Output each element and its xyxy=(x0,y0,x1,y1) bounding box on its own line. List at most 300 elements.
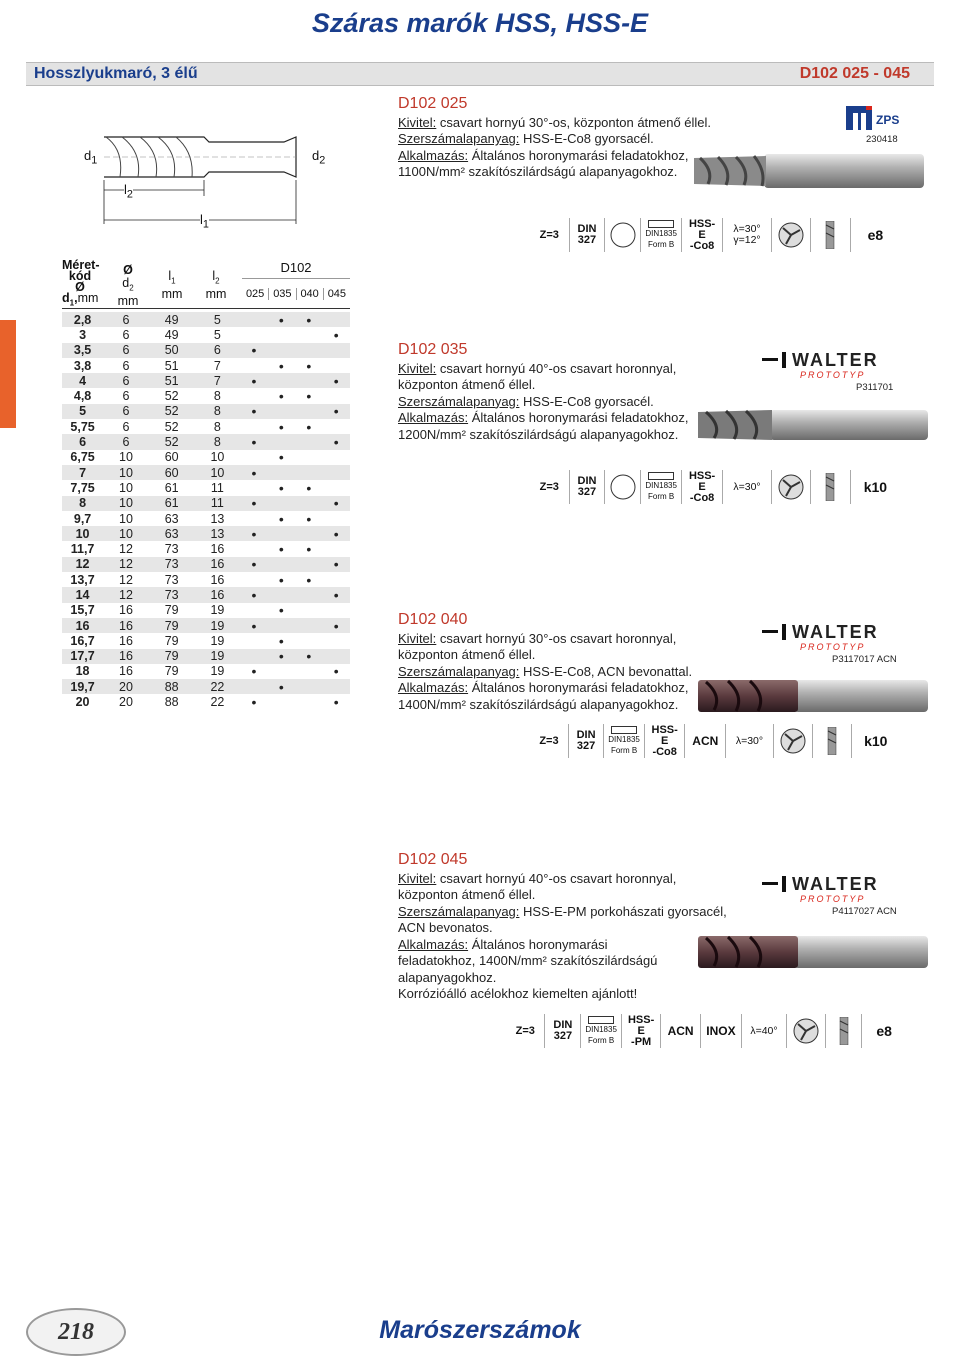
cell-d2: 6 xyxy=(122,389,130,404)
cell-d1: 4 xyxy=(62,373,103,388)
availability-cell-045 xyxy=(323,327,350,342)
cell-l2: 6 xyxy=(195,343,241,358)
availability-cell-040 xyxy=(295,480,322,495)
cell-d2: 6 xyxy=(122,327,130,342)
table-row xyxy=(62,373,350,388)
cell-l2: 8 xyxy=(213,419,221,434)
availability-dot-icon: • xyxy=(333,556,339,573)
availability-cell-040 xyxy=(295,419,322,434)
cell-d1: 7 xyxy=(62,465,103,480)
availability-cell-025 xyxy=(240,480,267,495)
cell-l2: 19 xyxy=(195,618,241,633)
availability-cell-040 xyxy=(295,511,322,526)
flute-section-icon xyxy=(771,470,811,504)
shank-form-icon: DIN1835 Form B xyxy=(603,724,644,758)
availability-cell-035 xyxy=(268,450,295,465)
end-mill-photo-icon xyxy=(698,928,928,976)
icon-strip-035: Z=3 DIN 327 DIN1835 Form B HSS-E -Co8 λ=30° k10 xyxy=(530,470,900,504)
cell-l1: 88 xyxy=(149,679,195,694)
availability-cell-035 xyxy=(268,343,295,358)
circle-icon xyxy=(604,470,640,504)
cell-d2: 16 xyxy=(119,633,133,648)
availability-cell-045 xyxy=(323,388,350,403)
availability-cell-025 xyxy=(240,664,267,679)
cell-d1: 11,7 xyxy=(70,542,95,557)
end-mill-drawing-icon xyxy=(84,92,364,242)
end-mill-photo-icon xyxy=(698,402,928,448)
availability-cell-035 xyxy=(268,496,295,511)
product-040-desc: D102 040 Kivitel: csavart hornyú 30°-os csavart horonnyal, központon átmenő éllel. Szerszámalapanyag: HSS-E-Co8, ACN bevonattal. Alkalmazás: Általános horonymarási feladatokhoz, 1400N/mm² szakítószilárdságú alapanyagokhoz. xyxy=(398,612,728,713)
availability-cell-025 xyxy=(240,388,267,403)
availability-dot-icon: • xyxy=(333,586,339,603)
table-header-l2: $l_2$ mm xyxy=(205,269,227,301)
cell-l1: 73 xyxy=(164,542,179,557)
table-row xyxy=(62,633,350,648)
cell-d1: 5 xyxy=(62,404,103,419)
availability-dot-icon: • xyxy=(251,556,257,573)
cell-d2: 10 xyxy=(119,511,133,526)
availability-cell-040 xyxy=(295,404,322,419)
table-rule xyxy=(62,308,350,309)
flute-section-icon xyxy=(786,1014,825,1048)
product-045-code: D102 045 xyxy=(398,851,468,868)
availability-cell-035 xyxy=(268,327,295,342)
availability-cell-035 xyxy=(268,388,295,403)
table-row xyxy=(62,327,350,342)
table-variant-headers xyxy=(242,288,350,300)
availability-cell-025 xyxy=(240,404,267,419)
availability-cell-045 xyxy=(323,404,350,419)
cell-d2: 10 xyxy=(103,465,149,480)
cell-d1: 13,7 xyxy=(70,572,95,587)
cell-l2: 16 xyxy=(195,557,241,572)
availability-cell-045 xyxy=(323,419,350,434)
cell-l2: 8 xyxy=(195,434,241,449)
table-row xyxy=(62,541,350,556)
table-row xyxy=(62,388,350,403)
availability-cell-045 xyxy=(323,373,350,388)
availability-cell-025 xyxy=(240,541,267,556)
availability-dot-icon: • xyxy=(278,648,284,665)
availability-cell-040 xyxy=(295,358,322,373)
availability-cell-045 xyxy=(323,557,350,572)
availability-dot-icon: • xyxy=(278,510,284,527)
table-row xyxy=(62,358,350,373)
footer-title: Marószerszámok xyxy=(379,1316,581,1344)
table-row xyxy=(62,679,350,694)
availability-dot-icon: • xyxy=(278,571,284,588)
icon-strip-045: Z=3 DIN 327 DIN1835 Form B HSS-E -PM ACN INOX λ=40° e8 xyxy=(506,1014,906,1048)
availability-cell-040 xyxy=(295,694,322,709)
availability-dot-icon: • xyxy=(306,648,312,665)
cell-l2: 19 xyxy=(210,603,225,618)
availability-dot-icon: • xyxy=(251,694,257,711)
cell-d2: 10 xyxy=(119,450,133,465)
cell-l2: 13 xyxy=(210,511,225,526)
product-image-045 xyxy=(698,928,928,976)
cell-d2: 6 xyxy=(122,419,130,434)
availability-dot-icon: • xyxy=(278,602,284,619)
product-035-code: D102 035 xyxy=(398,341,468,358)
cell-l1: 61 xyxy=(149,496,195,511)
size-table xyxy=(62,312,350,710)
cell-d1: 8 xyxy=(62,496,103,511)
availability-cell-045 xyxy=(323,465,350,480)
availability-cell-025 xyxy=(240,633,267,648)
variant-045: 045 xyxy=(323,288,350,300)
section-bar xyxy=(26,62,934,86)
availability-cell-025 xyxy=(240,434,267,449)
availability-cell-025 xyxy=(240,327,267,342)
table-row xyxy=(62,480,350,495)
availability-dot-icon: • xyxy=(278,357,284,374)
availability-dot-icon: • xyxy=(251,464,257,481)
cell-l2: 16 xyxy=(195,587,241,602)
cell-d1: 4,8 xyxy=(73,389,92,404)
cell-l1: 51 xyxy=(164,358,179,373)
table-row xyxy=(62,511,350,526)
cell-l1: 73 xyxy=(149,587,195,602)
cell-d2: 16 xyxy=(119,603,133,618)
availability-cell-025 xyxy=(240,679,267,694)
availability-dot-icon: • xyxy=(333,694,339,711)
availability-cell-045 xyxy=(323,664,350,679)
end-mill-mini-icon xyxy=(812,724,851,758)
availability-cell-025 xyxy=(240,618,267,633)
availability-dot-icon: • xyxy=(306,357,312,374)
dim-l1: $l_1$ xyxy=(200,212,209,231)
availability-cell-035 xyxy=(268,511,295,526)
cell-d1: 17,7 xyxy=(62,649,103,664)
icon-strip-040: Z=3 DIN 327 DIN1835 Form B HSS-E -Co8 ACN λ=30° k10 xyxy=(530,724,900,758)
table-row xyxy=(62,557,350,572)
availability-dot-icon: • xyxy=(333,525,339,542)
shank-form-icon: DIN1835 Form B xyxy=(640,218,681,252)
availability-cell-045 xyxy=(323,603,350,618)
availability-cell-035 xyxy=(268,649,295,664)
cell-l2: 5 xyxy=(213,327,221,342)
availability-cell-025 xyxy=(240,587,267,602)
cell-d1: 16,7 xyxy=(70,633,95,648)
section-range: D102 025 - 045 xyxy=(799,65,910,82)
cell-d2: 16 xyxy=(103,649,149,664)
table-row xyxy=(62,419,350,434)
zps-logo: ZPS xyxy=(846,104,902,134)
table-row xyxy=(62,312,350,327)
availability-cell-035 xyxy=(268,526,295,541)
circle-icon xyxy=(604,218,640,252)
availability-cell-045 xyxy=(323,649,350,664)
table-header-d2: Ø $d_2$ mm xyxy=(117,263,139,308)
table-row xyxy=(62,618,350,633)
walter-logo-040: WALTER PROTOTYP xyxy=(762,624,902,660)
cell-l1: 50 xyxy=(149,343,195,358)
cell-d2: 12 xyxy=(103,587,149,602)
table-header-l1: $l_1$ mm xyxy=(161,269,183,301)
variant-025: 025 xyxy=(245,288,265,300)
cell-l1: 60 xyxy=(164,450,179,465)
table-header-d102: D102 xyxy=(242,260,350,279)
cell-d2: 12 xyxy=(119,572,133,587)
availability-cell-040 xyxy=(295,572,322,587)
availability-dot-icon: • xyxy=(306,571,312,588)
cell-l2: 7 xyxy=(195,373,241,388)
availability-cell-035 xyxy=(268,679,295,694)
cell-l1: 51 xyxy=(149,373,195,388)
availability-cell-035 xyxy=(268,312,295,327)
availability-cell-045 xyxy=(323,618,350,633)
availability-dot-icon: • xyxy=(278,479,284,496)
availability-cell-040 xyxy=(295,312,322,327)
cell-d1: 16 xyxy=(62,618,103,633)
availability-cell-040 xyxy=(295,465,322,480)
availability-dot-icon: • xyxy=(251,434,257,451)
end-mill-mini-icon xyxy=(810,470,850,504)
availability-cell-025 xyxy=(240,358,267,373)
availability-cell-045 xyxy=(323,358,350,373)
availability-cell-045 xyxy=(323,587,350,602)
product-025-desc: D102 025 Kivitel: csavart hornyú 30°-os, központon átmenő éllel. Szerszámalapanyag: HSS-E-Co8 gyorsacél. Alkalmazás: Általános horonymarási feladatokhoz, 1100N/mm² szakítószilárdságú alapanyagokhoz. xyxy=(398,96,818,181)
cell-d1: 15,7 xyxy=(70,603,95,618)
walter-logo-035: WALTER PROTOTYP xyxy=(762,352,902,388)
dim-d2: $d_2$ xyxy=(312,148,326,167)
cell-l2: 8 xyxy=(213,389,221,404)
cell-d2: 6 xyxy=(103,434,149,449)
cell-l1: 63 xyxy=(164,511,179,526)
cell-l2: 11 xyxy=(195,496,241,511)
availability-dot-icon: • xyxy=(306,418,312,435)
availability-dot-icon: • xyxy=(333,403,339,420)
cell-d2: 20 xyxy=(103,679,149,694)
availability-dot-icon: • xyxy=(278,541,284,558)
table-row xyxy=(62,587,350,602)
availability-cell-045 xyxy=(323,511,350,526)
cell-l1: 88 xyxy=(164,695,179,710)
availability-dot-icon: • xyxy=(333,372,339,389)
cell-l1: 52 xyxy=(149,434,195,449)
availability-cell-040 xyxy=(295,649,322,664)
ref-035: P311701 xyxy=(856,382,894,393)
cell-l1: 52 xyxy=(149,404,195,419)
availability-cell-045 xyxy=(323,480,350,495)
cell-l2: 10 xyxy=(195,465,241,480)
availability-dot-icon: • xyxy=(278,449,284,466)
end-mill-photo-icon xyxy=(698,672,928,720)
cell-l2: 22 xyxy=(210,695,225,710)
cell-d1: 19,7 xyxy=(62,679,103,694)
availability-cell-045 xyxy=(323,572,350,587)
variant-040: 040 xyxy=(296,288,323,300)
availability-dot-icon: • xyxy=(251,617,257,634)
availability-cell-025 xyxy=(240,511,267,526)
table-row xyxy=(62,526,350,541)
flute-section-icon xyxy=(773,724,812,758)
page-title: Száras marók HSS, HSS-E xyxy=(311,8,649,38)
availability-cell-035 xyxy=(268,419,295,434)
availability-cell-045 xyxy=(323,694,350,709)
page-number: 218 xyxy=(26,1308,126,1356)
availability-dot-icon: • xyxy=(278,418,284,435)
availability-dot-icon: • xyxy=(306,510,312,527)
availability-cell-025 xyxy=(240,496,267,511)
cell-d1: 20 xyxy=(75,695,90,710)
cell-l2: 11 xyxy=(210,480,224,495)
cell-d1: 9,7 xyxy=(73,511,92,526)
availability-dot-icon: • xyxy=(251,372,257,389)
cell-d2: 6 xyxy=(122,358,130,373)
cell-l2: 19 xyxy=(210,664,225,679)
cell-l1: 49 xyxy=(164,327,179,342)
availability-cell-040 xyxy=(295,434,322,449)
availability-cell-035 xyxy=(268,664,295,679)
cell-d1: 6 xyxy=(62,434,103,449)
walter-logo-045: WALTER PROTOTYP xyxy=(762,876,902,912)
variant-035: 035 xyxy=(268,288,295,300)
availability-cell-045 xyxy=(323,312,350,327)
availability-dot-icon: • xyxy=(278,388,284,405)
availability-cell-040 xyxy=(295,388,322,403)
section-name: Hosszlyukmaró, 3 élű xyxy=(34,65,198,82)
availability-cell-040 xyxy=(295,327,322,342)
product-image-035 xyxy=(698,402,928,448)
ref-045: P4117027 ACN xyxy=(832,906,897,917)
cell-l1: 79 xyxy=(149,649,195,664)
availability-dot-icon: • xyxy=(251,342,257,359)
cell-d1: 3 xyxy=(79,327,87,342)
availability-cell-040 xyxy=(295,496,322,511)
cell-d2: 20 xyxy=(119,695,133,710)
availability-cell-040 xyxy=(295,664,322,679)
table-row xyxy=(62,694,350,709)
table-row xyxy=(62,404,350,419)
cell-l2: 19 xyxy=(210,633,225,648)
cell-l1: 63 xyxy=(149,526,195,541)
availability-cell-025 xyxy=(240,526,267,541)
cell-d2: 10 xyxy=(119,480,133,495)
cell-d1: 5,75 xyxy=(70,419,95,434)
table-row xyxy=(62,343,350,358)
table-row xyxy=(62,603,350,618)
cell-d1: 3,8 xyxy=(73,358,92,373)
cell-l2: 22 xyxy=(195,679,241,694)
availability-cell-025 xyxy=(240,373,267,388)
availability-cell-045 xyxy=(323,434,350,449)
shank-form-icon: DIN1835 Form B xyxy=(640,470,681,504)
cell-l1: 79 xyxy=(164,664,179,679)
availability-cell-035 xyxy=(268,618,295,633)
availability-cell-025 xyxy=(240,419,267,434)
cell-l2: 10 xyxy=(210,450,225,465)
brand-code: 230418 xyxy=(866,134,898,145)
cell-l1: 61 xyxy=(164,480,179,495)
size-table-header xyxy=(62,256,350,308)
availability-dot-icon: • xyxy=(333,617,339,634)
cell-d2: 12 xyxy=(119,542,133,557)
cell-l1: 52 xyxy=(164,389,179,404)
availability-dot-icon: • xyxy=(251,525,257,542)
table-row xyxy=(62,465,350,480)
cell-l1: 49 xyxy=(149,312,195,327)
icon-strip-025: Z=3 DIN 327 DIN1835 Form B HSS-E -Co8 λ=30° γ=12° e8 xyxy=(530,218,900,252)
cell-d2: 6 xyxy=(103,312,149,327)
tool-drawing xyxy=(84,92,364,242)
availability-dot-icon: • xyxy=(278,632,284,649)
dim-l2: $l_2$ xyxy=(124,182,133,201)
availability-cell-040 xyxy=(295,526,322,541)
cell-l1: 79 xyxy=(164,633,179,648)
dim-d1: $d_1$ xyxy=(84,148,98,167)
availability-cell-045 xyxy=(323,633,350,648)
availability-cell-025 xyxy=(240,450,267,465)
availability-dot-icon: • xyxy=(333,663,339,680)
availability-cell-040 xyxy=(295,450,322,465)
availability-dot-icon: • xyxy=(251,586,257,603)
availability-cell-040 xyxy=(295,541,322,556)
availability-cell-025 xyxy=(240,603,267,618)
cell-l1: 52 xyxy=(164,419,179,434)
cell-l2: 16 xyxy=(210,542,225,557)
availability-cell-040 xyxy=(295,343,322,358)
side-tab xyxy=(0,320,16,428)
cell-d1: 14 xyxy=(62,587,103,602)
cell-l1: 79 xyxy=(149,618,195,633)
availability-cell-035 xyxy=(268,633,295,648)
cell-l2: 7 xyxy=(213,358,221,373)
flute-section-icon xyxy=(771,218,811,252)
cell-l2: 19 xyxy=(195,649,241,664)
availability-cell-040 xyxy=(295,633,322,648)
table-row xyxy=(62,649,350,664)
cell-d1: 10 xyxy=(62,526,103,541)
cell-l2: 16 xyxy=(210,572,225,587)
availability-cell-025 xyxy=(240,694,267,709)
availability-cell-045 xyxy=(323,541,350,556)
availability-cell-040 xyxy=(295,603,322,618)
cell-d1: 6,75 xyxy=(70,450,95,465)
table-row xyxy=(62,496,350,511)
cell-d2: 16 xyxy=(119,664,133,679)
cell-d2: 12 xyxy=(103,557,149,572)
availability-cell-035 xyxy=(268,404,295,419)
table-row xyxy=(62,664,350,679)
availability-dot-icon: • xyxy=(251,403,257,420)
cell-d2: 10 xyxy=(103,496,149,511)
table-row xyxy=(62,572,350,587)
availability-cell-035 xyxy=(268,694,295,709)
availability-cell-035 xyxy=(268,480,295,495)
availability-cell-045 xyxy=(323,343,350,358)
cell-d1: 2,8 xyxy=(62,312,103,327)
availability-dot-icon: • xyxy=(278,678,284,695)
availability-cell-035 xyxy=(268,465,295,480)
availability-cell-035 xyxy=(268,603,295,618)
cell-d1: 12 xyxy=(62,557,103,572)
availability-cell-045 xyxy=(323,450,350,465)
availability-cell-035 xyxy=(268,541,295,556)
availability-dot-icon: • xyxy=(251,663,257,680)
availability-dot-icon: • xyxy=(306,388,312,405)
availability-cell-035 xyxy=(268,358,295,373)
product-025-code: D102 025 xyxy=(398,95,468,112)
table-header-meret: Méret- kód Ø $d_1,mm$ xyxy=(62,258,100,308)
cell-l2: 5 xyxy=(195,312,241,327)
availability-dot-icon: • xyxy=(306,541,312,558)
cell-d2: 10 xyxy=(103,526,149,541)
availability-cell-040 xyxy=(295,618,322,633)
cell-d1: 18 xyxy=(75,664,90,679)
availability-cell-045 xyxy=(323,496,350,511)
cell-d1: 3,5 xyxy=(62,343,103,358)
